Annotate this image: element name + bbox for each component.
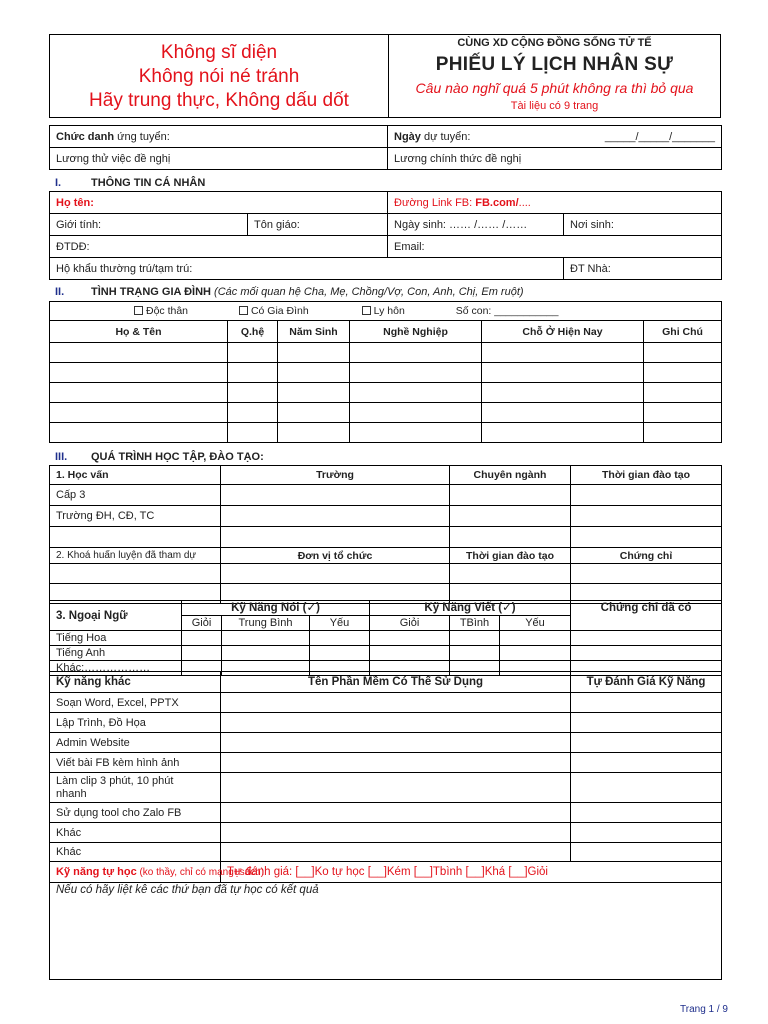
- col-train-time: Thời gian đào tạo: [450, 548, 571, 564]
- write-level-good: Giỏi: [370, 616, 450, 631]
- education-row[interactable]: [50, 527, 722, 548]
- language-table: [49, 600, 722, 676]
- skill-row[interactable]: Làm clip 3 phút, 10 phút nhanh: [50, 773, 722, 803]
- mobile-field[interactable]: ĐTDĐ:: [50, 236, 388, 258]
- writing-skill-header: Kỹ Năng Viết (✓): [370, 601, 571, 616]
- col-certificate: Chứng chỉ: [571, 548, 722, 564]
- family-row[interactable]: [50, 403, 722, 423]
- col-self-rating: Tự Đánh Giá Kỹ Năng: [571, 672, 722, 693]
- language-row[interactable]: Tiếng Hoa: [50, 631, 722, 646]
- header-box: [49, 34, 721, 118]
- col-training-time: Thời gian đào tạo: [571, 466, 722, 485]
- apply-date-field[interactable]: Ngày dự tuyển: _____/_____/_______: [388, 126, 722, 148]
- col-note: Ghi Chú: [644, 321, 722, 343]
- training-row[interactable]: [50, 564, 722, 584]
- checkbox-icon: [239, 306, 248, 315]
- slogan-line-2: Không nói né tránh: [138, 66, 300, 87]
- language-title: 3. Ngoại Ngữ: [50, 601, 182, 631]
- section-1-heading: I. THÔNG TIN CÁ NHÂN: [55, 177, 206, 189]
- page-number: Trang 1 / 9: [680, 1004, 728, 1015]
- skills-title: Kỹ năng khác: [50, 672, 221, 693]
- col-fullname: Họ & Tên: [50, 321, 228, 343]
- write-level-weak: Yếu: [500, 616, 571, 631]
- home-phone-field[interactable]: ĐT Nhà:: [564, 258, 722, 280]
- self-learning-rating[interactable]: Tự đánh giá: [__]Ko tự học [__]Kém [__]Tbình [__]Khá [__]Giỏi: [221, 862, 722, 883]
- education-row[interactable]: Trường ĐH, CĐ, TC: [50, 506, 722, 527]
- application-fields: [49, 125, 722, 170]
- col-relation: Q.hệ: [228, 321, 278, 343]
- status-married[interactable]: Có Gia Đình: [239, 305, 309, 317]
- trial-salary-field[interactable]: Lương thử việc đề nghị: [50, 148, 388, 170]
- children-count[interactable]: Số con: ___________: [455, 305, 559, 317]
- speak-level-good: Giỏi: [182, 616, 222, 631]
- col-major: Chuyên ngành: [450, 466, 571, 485]
- birthplace-field[interactable]: Nơi sinh:: [564, 214, 722, 236]
- email-field[interactable]: Email:: [388, 236, 722, 258]
- speak-level-weak: Yếu: [310, 616, 370, 631]
- language-row[interactable]: Tiếng Anh: [50, 646, 722, 661]
- certificate-header: Chứng chỉ đã có: [571, 601, 722, 631]
- family-row[interactable]: [50, 363, 722, 383]
- skill-row[interactable]: Admin Website: [50, 733, 722, 753]
- section-2-heading: II. TÌNH TRẠNG GIA ĐÌNH (Các mối quan hệ Cha, Mẹ, Chồng/Vợ, Con, Anh, Chị, Em ruột): [55, 286, 524, 298]
- gender-field[interactable]: Giới tính:: [50, 214, 248, 236]
- facebook-link-field[interactable]: Đường Link FB: FB.com/....: [388, 192, 722, 214]
- slogan-line-1: Không sĩ diện: [160, 42, 278, 63]
- marital-status-row: [50, 302, 722, 321]
- col-residence: Chỗ Ở Hiện Nay: [482, 321, 644, 343]
- slogan: [50, 41, 388, 113]
- skill-row[interactable]: Khác: [50, 843, 722, 862]
- education-title: 1. Học vấn: [50, 466, 221, 485]
- religion-field[interactable]: Tôn giáo:: [248, 214, 388, 236]
- self-learning-label: Kỹ năng tự học (ko thầy, chỉ có mạng+sách): [50, 862, 221, 883]
- checkbox-icon: [134, 306, 143, 315]
- family-row[interactable]: [50, 343, 722, 363]
- position-field[interactable]: Chức danh ứng tuyển:: [50, 126, 388, 148]
- official-salary-field[interactable]: Lương chính thức đề nghị: [388, 148, 722, 170]
- col-software: Tên Phần Mềm Có Thể Sử Dụng: [221, 672, 571, 693]
- residence-field[interactable]: Hộ khẩu thường trú/tạm trú:: [50, 258, 564, 280]
- pages-note: Tài liệu có 9 trang: [510, 100, 599, 112]
- org-name: CÙNG XD CỘNG ĐỒNG SỐNG TỬ TẾ: [457, 37, 652, 49]
- col-birth-year: Năm Sinh: [278, 321, 350, 343]
- family-row[interactable]: [50, 423, 722, 443]
- personal-info-table: [49, 191, 722, 280]
- skill-row[interactable]: Sử dụng tool cho Zalo FB: [50, 803, 722, 823]
- status-divorced[interactable]: Ly hôn: [362, 305, 405, 317]
- col-occupation: Nghề Nghiệp: [350, 321, 482, 343]
- section-3-heading: III. QUÁ TRÌNH HỌC TẬP, ĐÀO TẠO:: [55, 451, 264, 463]
- skills-table: [49, 671, 722, 980]
- fullname-field[interactable]: Họ tên:: [50, 192, 388, 214]
- status-single[interactable]: Độc thân: [134, 305, 188, 317]
- skill-row[interactable]: Soạn Word, Excel, PPTX: [50, 693, 722, 713]
- col-school: Trường: [221, 466, 450, 485]
- skill-row[interactable]: Khác: [50, 823, 722, 843]
- dob-field[interactable]: Ngày sinh: …… /…… /……: [388, 214, 564, 236]
- speaking-skill-header: Kỹ Năng Nói (✓): [182, 601, 370, 616]
- education-row[interactable]: Cấp 3: [50, 485, 722, 506]
- write-level-average: TBình: [450, 616, 500, 631]
- slogan-line-3: Hãy trung thực, Không dấu dốt: [89, 90, 349, 111]
- self-learning-details[interactable]: Nếu có hãy liệt kê các thứ bạn đã tự học có kết quả: [50, 883, 722, 980]
- form-subtitle: Câu nào nghĩ quá 5 phút không ra thì bỏ qua: [415, 80, 694, 96]
- family-table: [49, 301, 722, 443]
- language-row[interactable]: Khác:………………: [50, 661, 722, 676]
- education-table: [49, 465, 722, 604]
- form-title: PHIẾU LÝ LỊCH NHÂN SỰ: [435, 54, 674, 75]
- skill-row[interactable]: Viết bài FB kèm hình ảnh: [50, 753, 722, 773]
- family-row[interactable]: [50, 383, 722, 403]
- skill-row[interactable]: Lập Trình, Đồ Họa: [50, 713, 722, 733]
- col-organizer: Đơn vị tổ chức: [221, 548, 450, 564]
- speak-level-average: Trung Bình: [222, 616, 310, 631]
- checkbox-icon: [362, 306, 371, 315]
- training-title: 2. Khoá huấn luyện đã tham dự: [50, 548, 221, 564]
